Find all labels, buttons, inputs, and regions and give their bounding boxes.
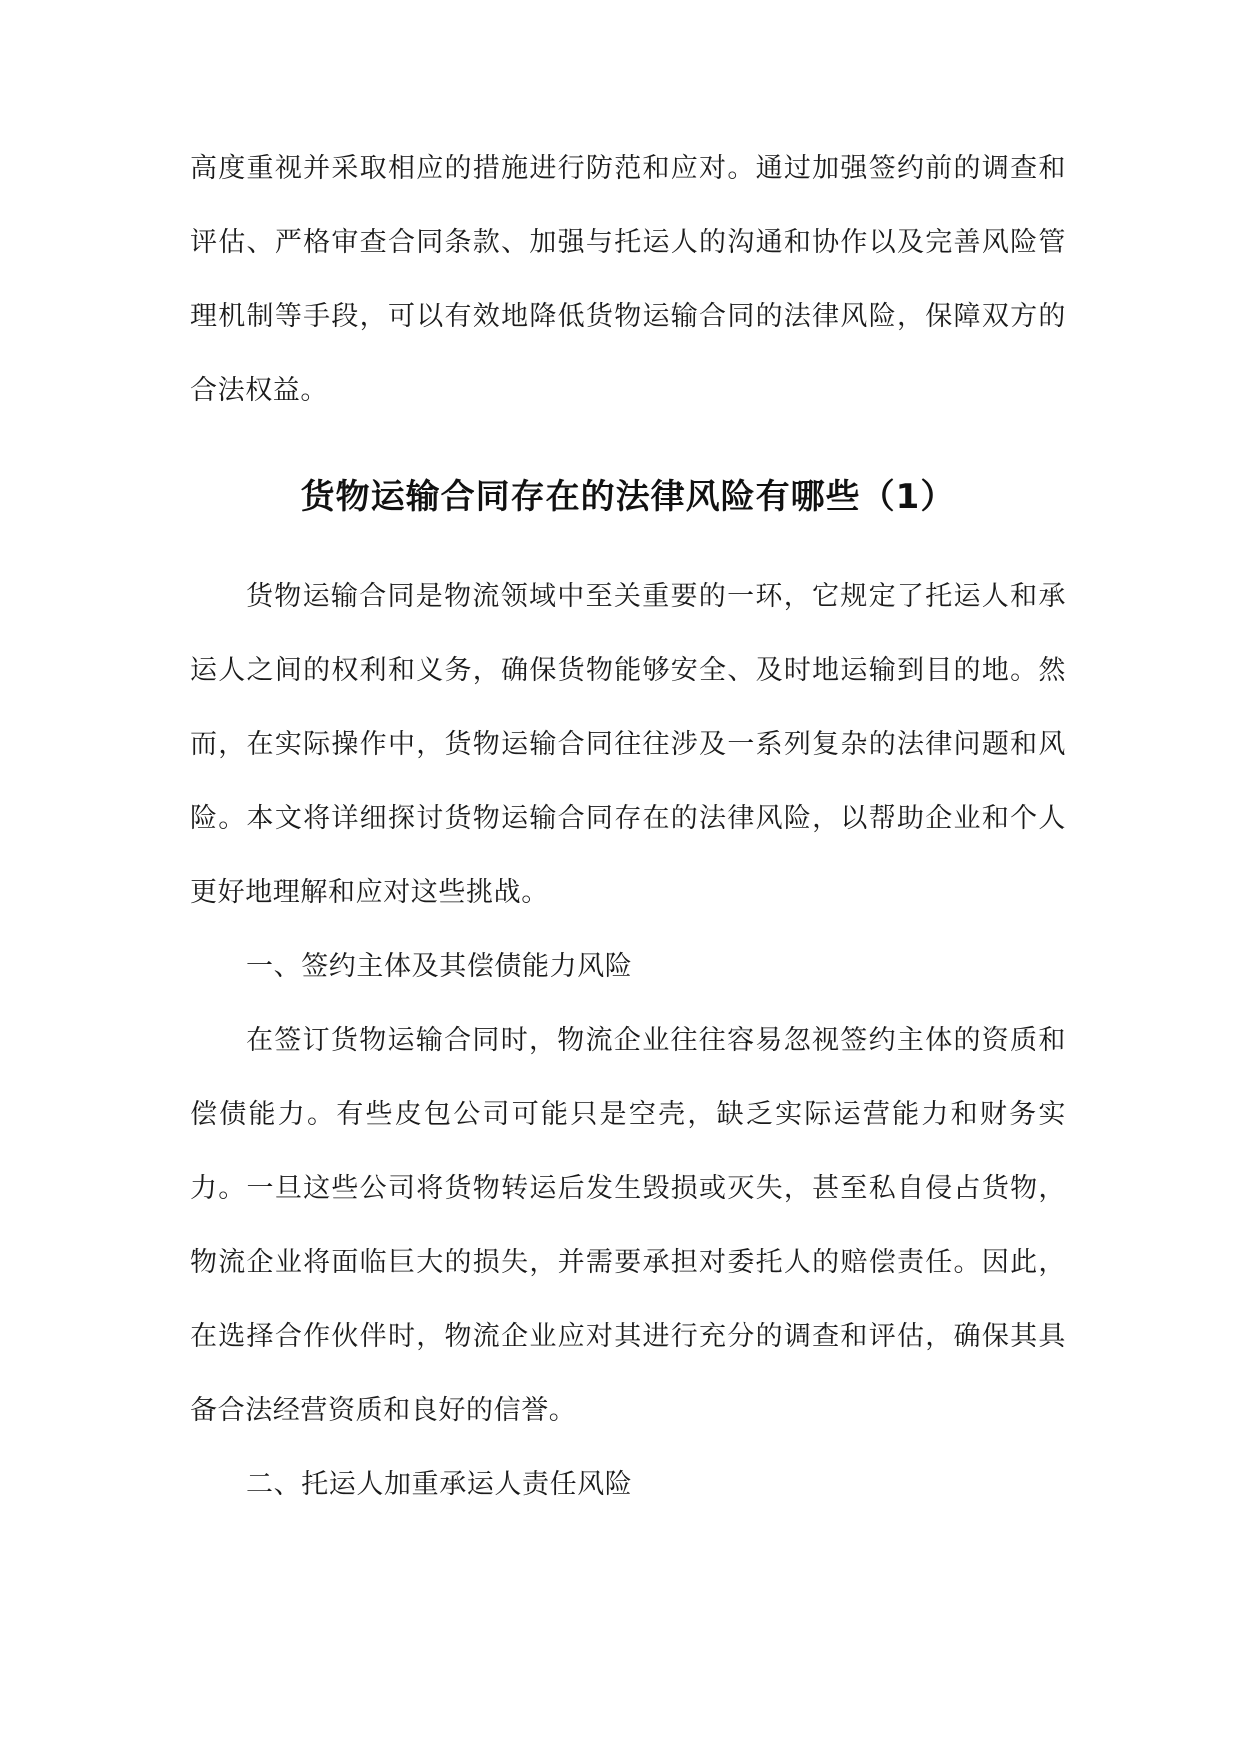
section-heading-1: 一、签约主体及其偿债能力风险 bbox=[246, 951, 633, 982]
document-body bbox=[190, 132, 1066, 1522]
document-title: 货物运输合同存在的法律风险有哪些（1） bbox=[300, 477, 956, 517]
section-1-paragraph: 在签订货物运输合同时，物流企业往往容易忽视签约主体的资质和偿债能力。有些皮包公司可能只是空壳，缺乏实际运营能力和财务实力。一旦这些公司将货物转运后发生毁损或灭失，甚至私自侵占货物，物流企业将面临巨大的损失，并需要承担对委托人的赔偿责任。因此，在选择合作伙伴时，物流企业应对其进行充分的调查和评估，确保其具备合法经营资质和良好的信誉。 bbox=[190, 1025, 1066, 1426]
section-heading-2: 二、托运人加重承运人责任风险 bbox=[246, 1469, 633, 1500]
intro-paragraph: 高度重视并采取相应的措施进行防范和应对。通过加强签约前的调查和评估、严格审查合同条款、加强与托运人的沟通和协作以及完善风险管理机制等手段，可以有效地降低货物运输合同的法律风险，保障双方的合法权益。 bbox=[190, 153, 1066, 406]
body-paragraph-1: 货物运输合同是物流领域中至关重要的一环，它规定了托运人和承运人之间的权利和义务，确保货物能够安全、及时地运输到目的地。然而，在实际操作中，货物运输合同往往涉及一系列复杂的法律问题和风险。本文将详细探讨货物运输合同存在的法律风险，以帮助企业和个人更好地理解和应对这些挑战。 bbox=[190, 581, 1066, 908]
